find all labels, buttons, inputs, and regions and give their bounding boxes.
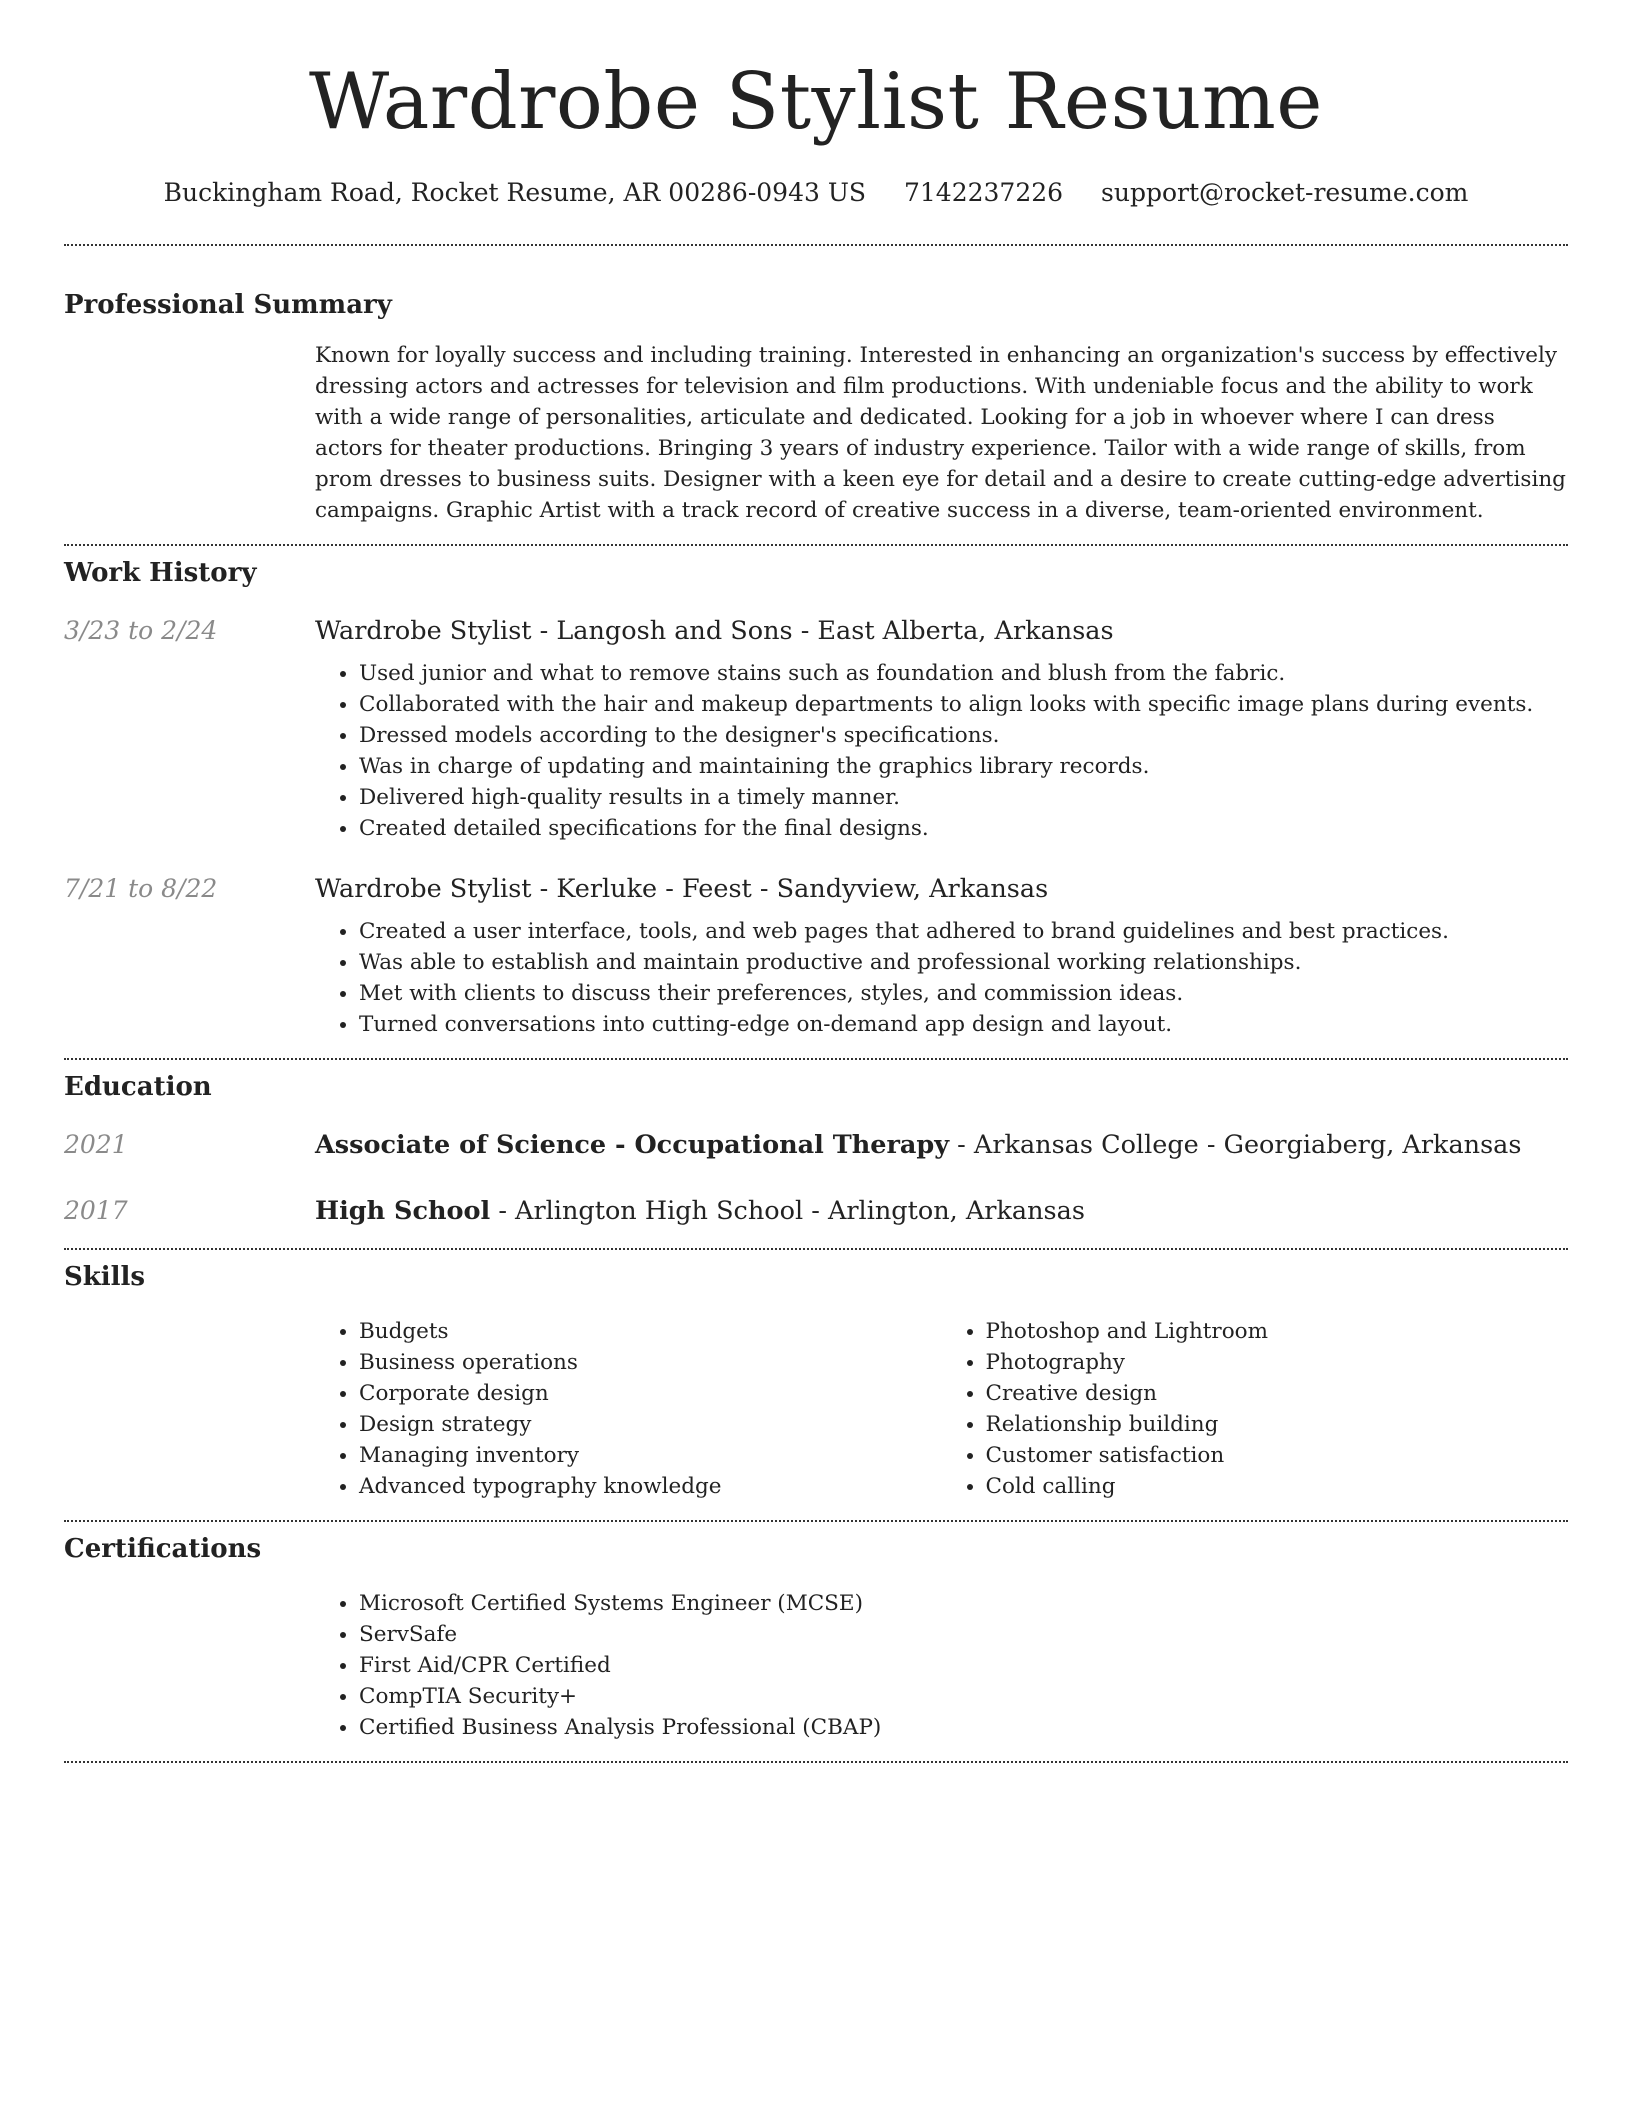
job-dates: 3/23 to 2/24 — [64, 616, 218, 645]
divider — [64, 1761, 1568, 1763]
contact-email: support@rocket-resume.com — [1101, 178, 1469, 207]
education-school: - Arkansas College - Georgiaberg, Arkansas — [949, 1130, 1522, 1160]
list-item: • Microsoft Certified Systems Engineer (MCSE) — [359, 1588, 1568, 1619]
list-item: • Delivered high-quality results in a timely manner. — [359, 782, 1568, 813]
list-item: • First Aid/CPR Certified — [359, 1650, 1568, 1681]
resume-title: Wardrobe Stylist Resume — [309, 57, 1323, 147]
section-title: Skills — [64, 1262, 146, 1292]
list-item: • Created a user interface, tools, and web pages that adhered to brand guidelines and best practices. — [359, 916, 1568, 947]
list-item: • Relationship building — [986, 1409, 1569, 1440]
education-entry — [64, 1194, 1568, 1228]
contact-address: Buckingham Road, Rocket Resume, AR 00286-0943 US — [163, 178, 867, 207]
resume-page — [64, 0, 1568, 1763]
list-item: • Certified Business Analysis Professional (CBAP) — [359, 1712, 1568, 1743]
work-history-section — [64, 546, 1568, 1058]
contact-phone: 7142237226 — [904, 178, 1064, 207]
job-bullets — [315, 658, 1568, 844]
job-bullets — [315, 916, 1568, 1040]
list-item: • Cold calling — [986, 1471, 1569, 1502]
section-title: Professional Summary — [64, 290, 392, 320]
skills-columns — [315, 1316, 1568, 1502]
education-section — [64, 1060, 1568, 1248]
job-content — [315, 614, 1568, 844]
job-entry — [64, 872, 1568, 1040]
list-item: • Customer satisfaction — [986, 1440, 1569, 1471]
job-entry — [64, 614, 1568, 844]
section-title: Certifications — [64, 1534, 262, 1564]
skills-list-right — [942, 1316, 1569, 1502]
list-item: • Created detailed specifications for the final designs. — [359, 813, 1568, 844]
education-year: 2017 — [64, 1196, 128, 1225]
education-heading — [315, 1194, 1085, 1228]
list-item: • ServSafe — [359, 1619, 1568, 1650]
list-item: • Managing inventory — [359, 1440, 942, 1471]
education-degree: High School — [315, 1196, 491, 1226]
list-item: • Dressed models according to the designer's specifications. — [359, 720, 1568, 751]
job-heading: Wardrobe Stylist - Langosh and Sons - East Alberta, Arkansas — [315, 616, 1114, 646]
education-school: - Arlington High School - Arlington, Arkansas — [490, 1196, 1085, 1226]
list-item: • Met with clients to discuss their preferences, styles, and commission ideas. — [359, 978, 1568, 1009]
list-item: • Photoshop and Lightroom — [986, 1316, 1569, 1347]
contact-line — [64, 176, 1568, 210]
education-entry — [64, 1128, 1568, 1162]
list-item: • Corporate design — [359, 1378, 942, 1409]
list-item: • Advanced typography knowledge — [359, 1471, 942, 1502]
section-title: Work History — [64, 558, 257, 588]
education-heading — [315, 1128, 1521, 1162]
list-item: • Was able to establish and maintain productive and professional working relationships. — [359, 947, 1568, 978]
professional-summary-section — [64, 246, 1568, 544]
education-degree: Associate of Science - Occupational Therapy — [315, 1130, 950, 1160]
list-item: • CompTIA Security+ — [359, 1681, 1568, 1712]
list-item: • Creative design — [986, 1378, 1569, 1409]
list-item: • Was in charge of updating and maintaining the graphics library records. — [359, 751, 1568, 782]
section-title: Education — [64, 1072, 212, 1102]
list-item: • Used junior and what to remove stains such as foundation and blush from the fabric. — [359, 658, 1568, 689]
list-item: • Turned conversations into cutting-edge on-demand app design and layout. — [359, 1009, 1568, 1040]
skills-section — [64, 1250, 1568, 1520]
job-dates: 7/21 to 8/22 — [64, 874, 218, 903]
list-item: • Collaborated with the hair and makeup departments to align looks with specific image plans during events. — [359, 689, 1568, 720]
education-year: 2021 — [64, 1130, 128, 1159]
list-item: • Photography — [986, 1347, 1569, 1378]
list-item: • Design strategy — [359, 1409, 942, 1440]
job-heading: Wardrobe Stylist - Kerluke - Feest - Sandyview, Arkansas — [315, 874, 1049, 904]
certifications-section — [64, 1522, 1568, 1761]
list-item: • Budgets — [359, 1316, 942, 1347]
summary-text: Known for loyally success and including training. Interested in enhancing an organization's success by effectively dressing actors and actresses for television and film productions. With undeniable focus and the ability to work with a wide range of personalities, articulate and dedicated. Looking for a job in whoever where I can dress actors for theater productions. Bringing 3 years of industry experience. Tailor with a wide range of skills, from prom dresses to business suits. Designer with a keen eye for detail and a desire to create cutting-edge advertising campaigns. Graphic Artist with a track record of creative success in a diverse, team-oriented environment. — [315, 343, 1566, 523]
certifications-list — [315, 1588, 1568, 1743]
list-item: • Business operations — [359, 1347, 942, 1378]
job-content — [315, 872, 1568, 1040]
skills-list-left — [315, 1316, 942, 1502]
